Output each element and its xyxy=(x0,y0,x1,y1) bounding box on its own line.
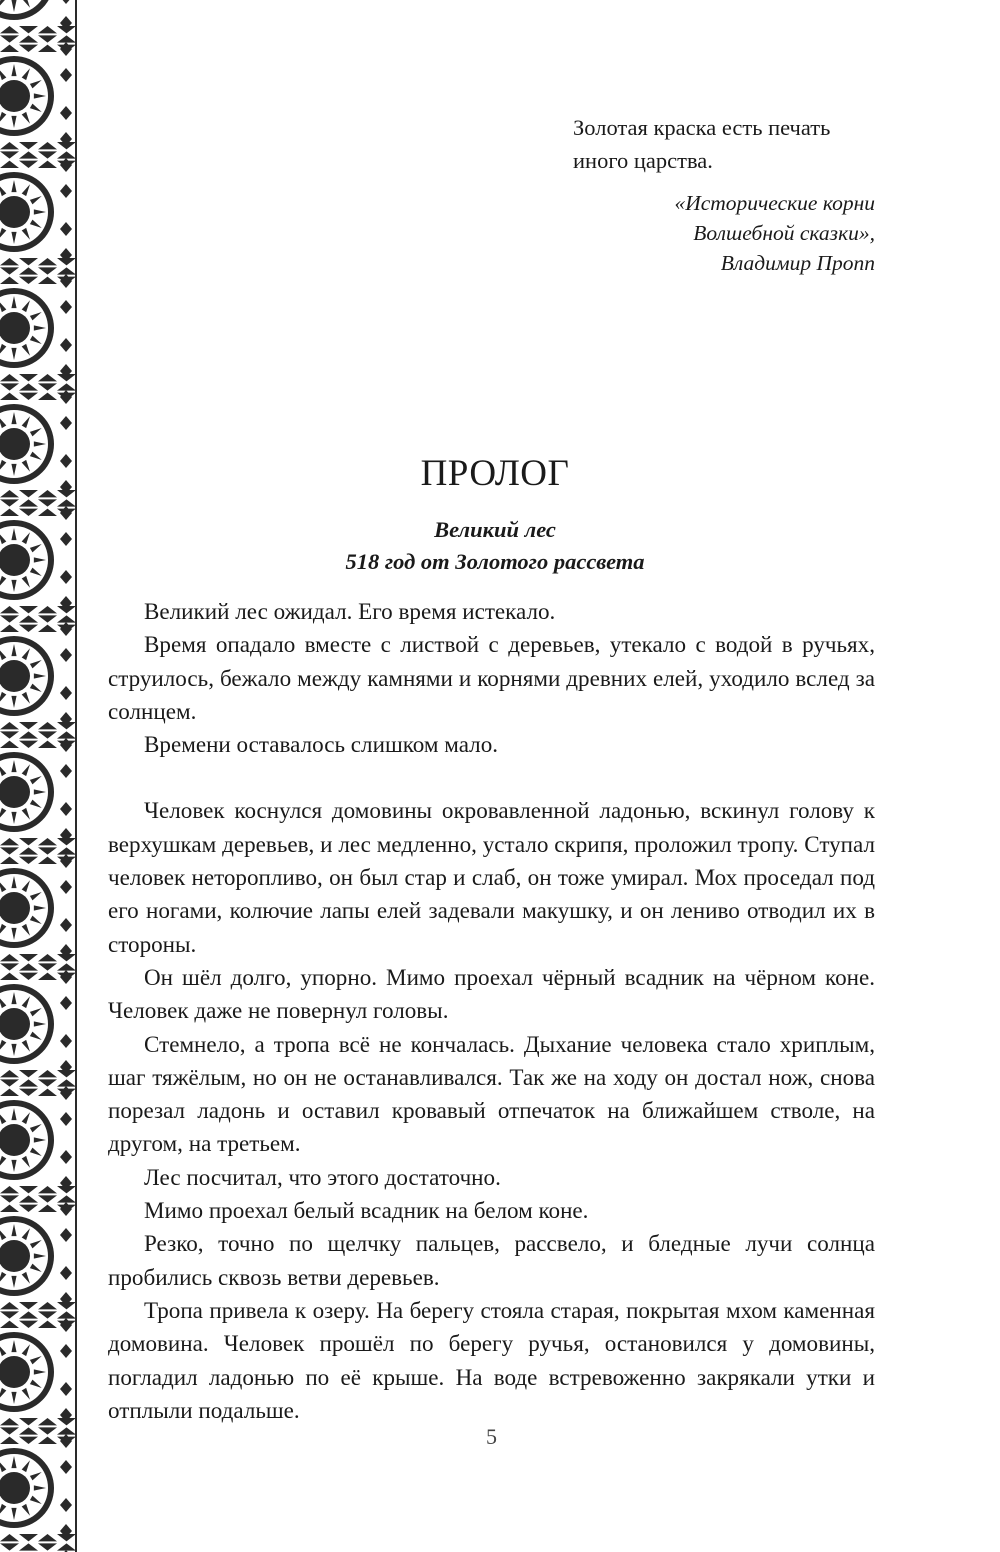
epigraph-quote-line: иного царства. xyxy=(573,148,713,173)
epigraph xyxy=(573,111,893,278)
page-number: 5 xyxy=(486,1424,497,1449)
paragraph: Лес посчитал, что этого достаточно. xyxy=(144,1163,501,1190)
folk-ornament-border-icon xyxy=(0,0,78,1552)
epigraph-source-line: «Исторические корни xyxy=(674,191,875,215)
paragraph: Стемнело, а тропа всё не кончалась. Дыхание человека стало хриплым, шаг тяжёлым, но он не останавливался. Так же на ходу он достал нож, снова порезал ладонь и оставил кровавый отпечаток на ближайшем стволе, на другом, на третьем. xyxy=(108,1030,875,1157)
epigraph-source-line: Владимир Пропп xyxy=(720,251,875,275)
paragraph: Времени оставалось слишком мало. xyxy=(144,731,499,758)
epigraph-source xyxy=(573,188,875,278)
chapter-title: ПРОЛОГ xyxy=(420,453,570,494)
paragraph: Человек коснулся домовины окровавленной ладонью, вскинул голову к верхушкам деревьев, и лес медленно, устало скрипя, проложил тропу. Ступал человек неторопливо, он был стар и слаб, он тоже умирал. Мох проседал под его ногами, колючие лапы елей задевали макушку, и он лениво отводил их в стороны. xyxy=(108,797,875,957)
epigraph-source-line: Волшебной сказки», xyxy=(693,221,875,245)
subtitle-place: Великий лес xyxy=(434,517,556,542)
chapter-subtitle xyxy=(108,514,882,578)
paragraph: Он шёл долго, упорно. Мимо проехал чёрный всадник на чёрном коне. Человек даже не повернул головы. xyxy=(108,963,875,1024)
body-text xyxy=(108,595,875,1427)
paragraph: Мимо проехал белый всадник на белом коне. xyxy=(144,1197,589,1224)
section-break xyxy=(108,761,875,794)
paragraph: Тропа привела к озеру. На берегу стояла старая, покрытая мхом каменная домовина. Человек прошёл по берегу ручья, остановился у домовины, погладил ладонью по её крыше. На воде встревоженно закрякали утки и отплыли подальше. xyxy=(108,1296,875,1423)
epigraph-quote xyxy=(573,111,893,177)
epigraph-quote-line: Золотая краска есть печать xyxy=(573,115,831,140)
paragraph: Время опадало вместе с листвой с деревьев, утекало с водой в ручьях, струилось, бежало между камнями и корнями древних елей, уходило вслед за солнцем. xyxy=(108,631,875,724)
subtitle-date: 518 год от Золотого рассвета xyxy=(345,549,645,574)
paragraph: Резко, точно по щелчку пальцев, рассвело, и бледные лучи солнца пробились сквозь ветви деревьев. xyxy=(108,1230,875,1290)
paragraph: Великий лес ожидал. Его время истекало. xyxy=(144,598,556,624)
